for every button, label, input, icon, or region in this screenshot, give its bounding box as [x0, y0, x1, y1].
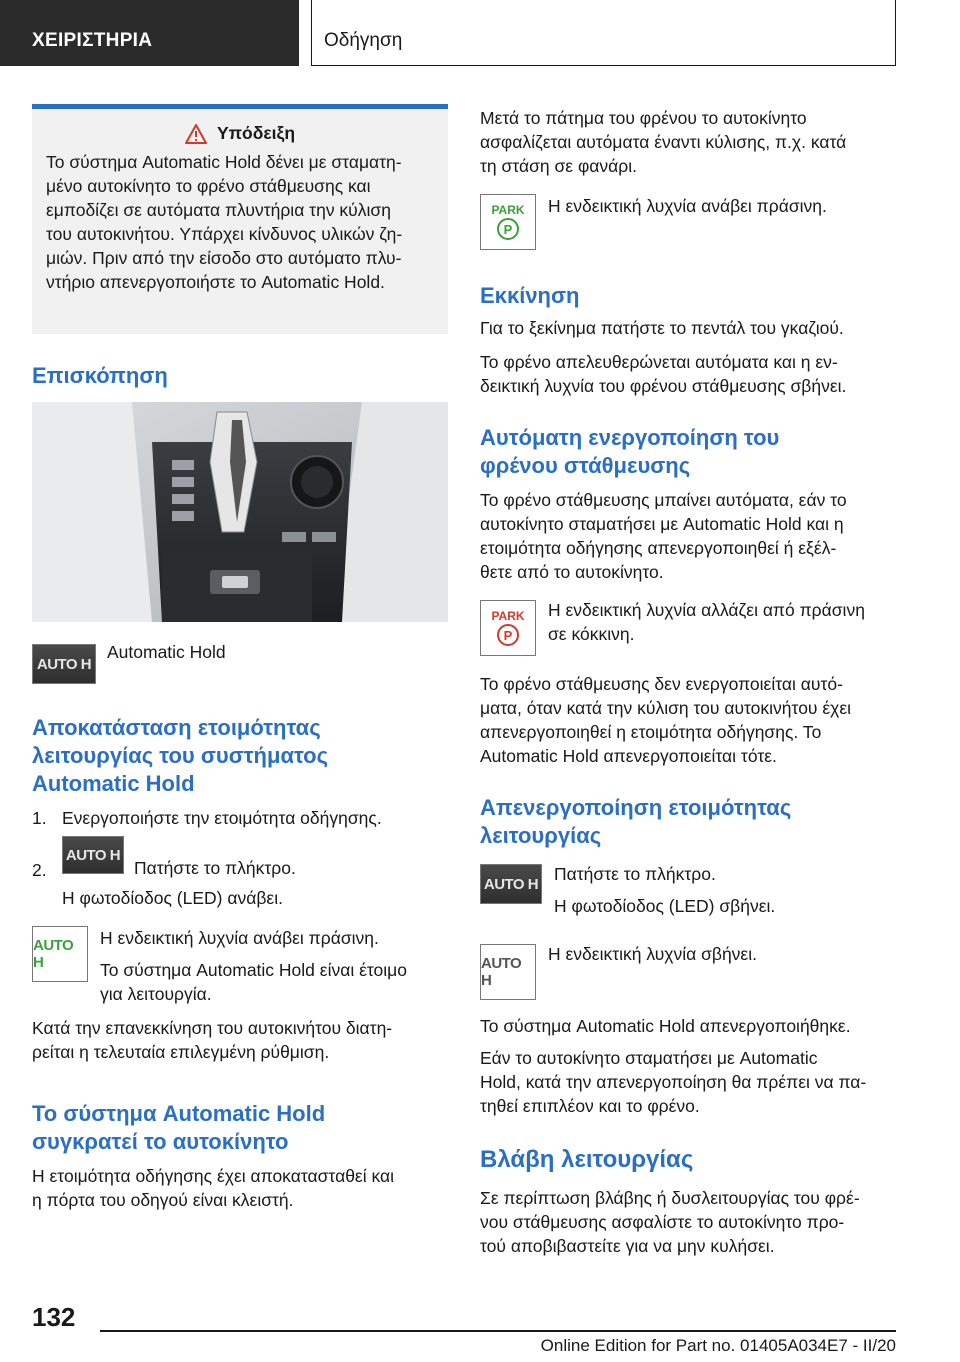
note-title: Υπόδειξη: [216, 123, 296, 143]
press-text: Πατήστε το πλήκτρο.: [554, 864, 716, 884]
auto-h-button-icon: [32, 644, 96, 684]
edition-text: Online Edition for Part no. 01405A034E7 - II/20: [540, 1336, 896, 1355]
holds-text: Η ετοιμότητα οδήγησης έχει αποκατασταθεί και: [32, 1166, 395, 1186]
stop-text: τηθεί επιπλέον και το φρένο.: [480, 1096, 700, 1116]
brake-text: Μετά το πάτημα του φρένου το αυτοκίνητο: [480, 108, 807, 128]
park-label: PARK: [491, 609, 525, 623]
brake-text: ασφαλίζεται αυτόματα έναντι κύλισης, π.χ. κατά: [480, 132, 847, 152]
chapter-tab: ΧΕΙΡΙΣΤΗΡΙΑ: [0, 0, 299, 66]
auto-h-label: AUTO H: [65, 846, 121, 864]
not-engaged-text: ματα, όταν κατά την κύλιση του αυτοκινήτου έχει: [480, 698, 852, 718]
deactivate-heading-1: Απενεργοποίηση ετοιμότητας: [480, 795, 792, 820]
holds-heading-2: συγκρατεί το αυτοκίνητο: [32, 1129, 289, 1154]
step-number: 2.: [32, 860, 47, 880]
step-subtext: Η φωτοδίοδος (LED) ανάβει.: [62, 888, 283, 908]
step-text: Πατήστε το πλήκτρο.: [134, 858, 296, 878]
park-red-text: σε κόκκινη.: [548, 624, 635, 644]
page-header: [0, 0, 960, 66]
fault-text: τού αποβιβαστείτε για να μην κυλήσει.: [480, 1236, 775, 1256]
start-heading: Εκκίνηση: [480, 283, 580, 308]
center-console-photo: [32, 402, 448, 622]
footer-divider: [100, 1330, 896, 1332]
restore-heading-1: Αποκατάσταση ετοιμότητας: [32, 715, 321, 740]
auto-h-off-lamp-icon: [480, 944, 536, 1000]
warning-icon: [185, 124, 207, 144]
auto-brake-text: Το φρένο στάθμευσης μπαίνει αυτόματα, εάν το: [480, 490, 847, 510]
lamp-off-text: Η ενδεικτική λυχνία σβήνει.: [548, 944, 757, 964]
park-p-symbol: P: [497, 218, 519, 240]
note-line: του αυτοκινήτου. Υπάρχει κίνδυνος υλικών ζη-: [46, 224, 403, 244]
park-green-text: Η ενδεικτική λυχνία ανάβει πράσινη.: [548, 196, 827, 216]
holds-text: η πόρτα του οδηγού είναι κλειστή.: [32, 1190, 294, 1210]
holds-heading-1: Το σύστημα Automatic Hold: [32, 1101, 326, 1126]
green-lamp-text: Η ενδεικτική λυχνία ανάβει πράσινη.: [100, 928, 379, 948]
stop-text: Εάν το αυτοκίνητο σταματήσει με Automatic: [480, 1048, 818, 1068]
restore-heading-2: λειτουργίας του συστήματος: [32, 743, 329, 768]
note-line: ντήριο απενεργοποιήστε το Automatic Hold.: [46, 272, 385, 292]
note-line: εμποδίζει σε αυτόματα πλυντήρια την κύλιση: [46, 200, 391, 220]
step-number: 1.: [32, 808, 47, 828]
start-text: δεικτική λυχνία του φρένου στάθμευσης σβήνει.: [480, 376, 847, 396]
auto-brake-heading-1: Αυτόματη ενεργοποίηση του: [480, 425, 780, 450]
auto-brake-text: ετοιμότητα οδήγησης απενεργοποιηθεί ή εξέλ-: [480, 538, 837, 558]
note-line: μένο αυτοκίνητο το φρένο στάθμευσης και: [46, 176, 371, 196]
restart-text: ρείται η τελευταία επιλεγμένη ρύθμιση.: [32, 1042, 330, 1062]
park-green-lamp-icon: [480, 194, 536, 250]
auto-brake-text: αυτοκίνητο σταματήσει με Automatic Hold και η: [480, 514, 844, 534]
restore-heading-3: Automatic Hold: [32, 771, 195, 796]
overview-heading: Επισκόπηση: [32, 363, 168, 388]
auto-brake-heading-2: φρένου στάθμευσης: [480, 453, 691, 478]
not-engaged-text: Automatic Hold απενεργοποιείται τότε.: [480, 746, 777, 766]
auto-h-lamp-label: AUTO H: [481, 955, 522, 989]
fault-heading: Βλάβη λειτουργίας: [480, 1146, 694, 1173]
icon-caption: Automatic Hold: [107, 642, 226, 662]
auto-h-green-lamp-icon: [32, 926, 88, 982]
section-title: Οδήγηση: [311, 0, 896, 66]
deactivated-text: Το σύστημα Automatic Hold απενεργοποιήθηκε.: [480, 1016, 851, 1036]
auto-brake-text: θετε από το αυτοκίνητο.: [480, 562, 664, 582]
park-p-symbol: P: [497, 624, 519, 646]
fault-text: Σε περίπτωση βλάβης ή δυσλειτουργίας του φρέ-: [480, 1188, 860, 1208]
not-engaged-text: Το φρένο στάθμευσης δεν ενεργοποιείται αυτό-: [480, 674, 843, 694]
start-text: Το φρένο απελευθερώνεται αυτόματα και η εν-: [480, 352, 838, 372]
start-text: Για το ξεκίνημα πατήστε το πεντάλ του γκαζιού.: [480, 318, 844, 338]
not-engaged-text: απενεργοποιηθεί η ετοιμότητα οδήγησης. Το: [480, 722, 822, 742]
auto-h-label: AUTO H: [36, 655, 92, 673]
step-text: Ενεργοποιήστε την ετοιμότητα οδήγησης.: [62, 808, 382, 828]
auto-h-button-icon: [62, 836, 124, 874]
ready-text: για λειτουργία.: [100, 984, 212, 1004]
park-red-lamp-icon: [480, 600, 536, 656]
park-red-text: Η ενδεικτική λυχνία αλλάζει από πράσινη: [548, 600, 865, 620]
warning-note: [32, 104, 448, 334]
led-off-text: Η φωτοδίοδος (LED) σβήνει.: [554, 896, 776, 916]
stop-text: Hold, κατά την απενεργοποίηση θα πρέπει να πα-: [480, 1072, 867, 1092]
brake-text: τη στάση σε φανάρι.: [480, 156, 637, 176]
ready-text: Το σύστημα Automatic Hold είναι έτοιμο: [100, 960, 407, 980]
deactivate-heading-2: λειτουργίας: [480, 823, 602, 848]
auto-h-lamp-label: AUTO H: [33, 937, 74, 971]
note-line: μιών. Πριν από την είσοδο στο αυτόματο πλυ-: [46, 248, 402, 268]
page-number: 132: [32, 1302, 76, 1332]
console-illustration: [32, 402, 448, 622]
restart-text: Κατά την επανεκκίνηση του αυτοκινήτου διατη-: [32, 1018, 393, 1038]
auto-h-label: AUTO H: [483, 875, 539, 893]
note-title-row: [46, 123, 434, 144]
note-line: Το σύστημα Automatic Hold δένει με σταματη-: [46, 152, 402, 172]
auto-h-button-icon: [480, 864, 542, 904]
fault-text: νου στάθμευσης ασφαλίστε το αυτοκίνητο προ-: [480, 1212, 845, 1232]
park-label: PARK: [491, 203, 525, 217]
